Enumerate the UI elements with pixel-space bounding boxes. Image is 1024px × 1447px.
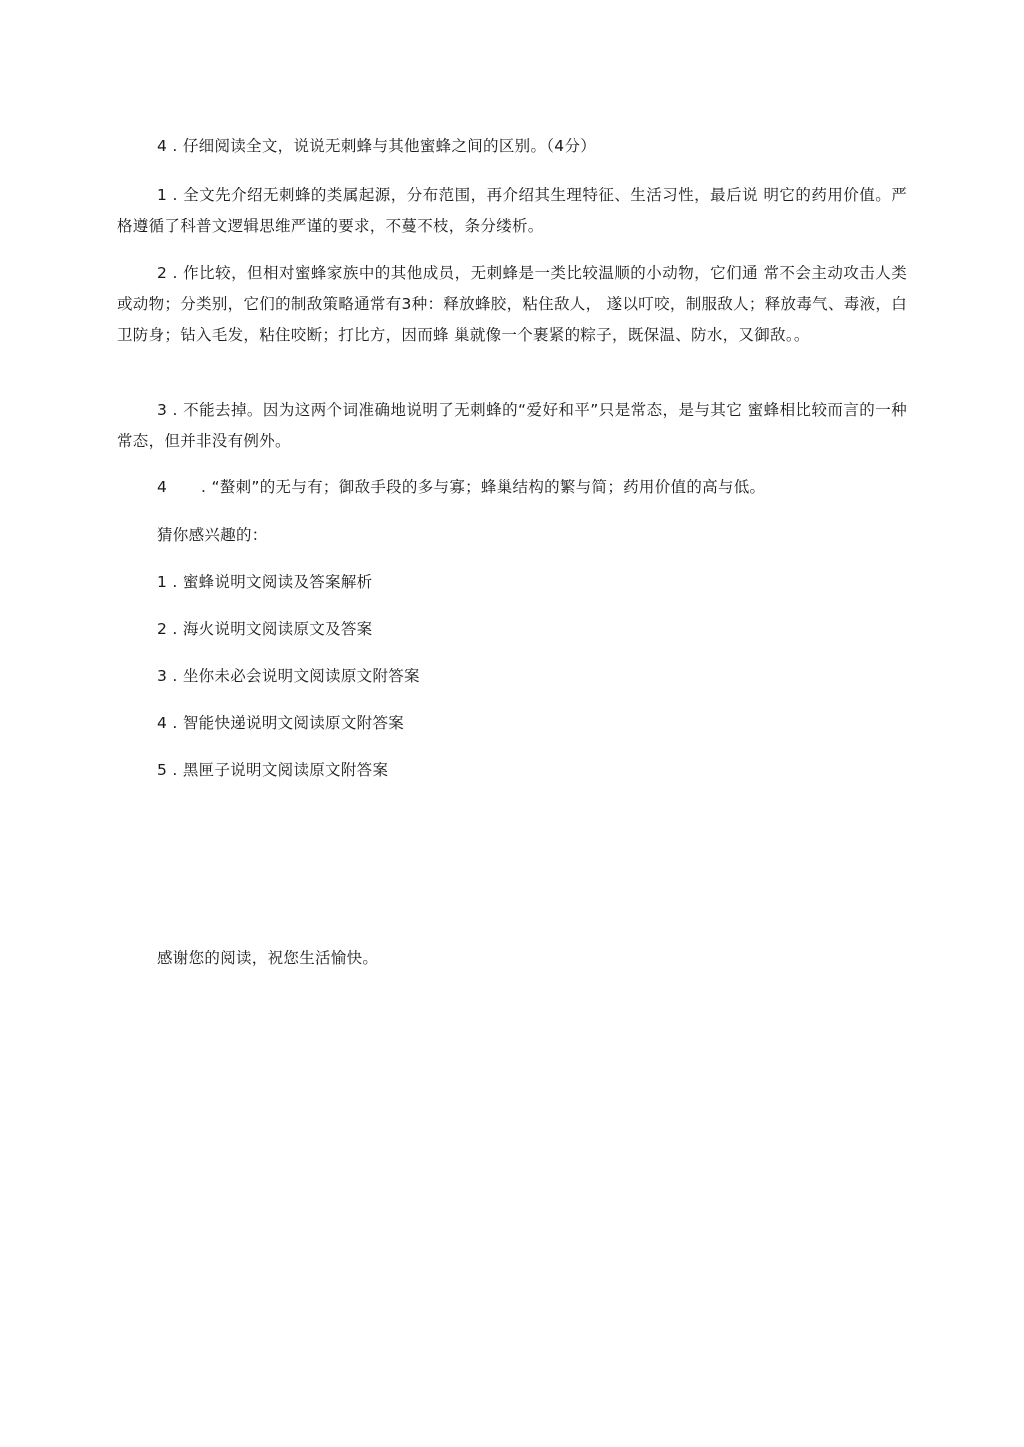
answer-1-text: 1 . 全文先介绍无刺蜂的类属起源，分布范围，再介绍其生理特征、生活习性，最后说 明它的药用价值。严格遵循了科普文逻辑思维严谨的要求，不蔓不枝，条分缕析。	[117, 186, 907, 235]
closing-text: 感谢您的阅读，祝您生活愉快。	[157, 949, 379, 967]
answer-4-text: . “螯刺”的无与有；御敌手段的多与寡；蜂巢结构的繁与简；药用价值的高与低。	[201, 478, 766, 496]
answer-2-text: 2 . 作比较，但相对蜜蜂家族中的其他成员，无刺蜂是一类比较温顺的小动物，它们通 常不会主动攻击人类或动物；分类别，它们的制敌策略通常有3种：释放蜂胶，粘住敌人， 遂以叮咬，制服敌人；释放毒气、毒液，白卫防身；钻入毛发，粘住咬断；打比方，因而蜂 巢就像一个裹紧的粽子，既保温、防水，又御敌。。	[117, 264, 907, 344]
related-link-5[interactable]: 5 . 黑匣子说明文阅读原文附答案	[157, 761, 389, 779]
question-4: 4 . 仔细阅读全文，说说无刺蜂与其他蜜蜂之间的区别。（4分）	[157, 137, 597, 155]
answer-2	[117, 258, 907, 351]
related-link-4[interactable]: 4 . 智能快递说明文阅读原文附答案	[157, 714, 405, 732]
related-link-2[interactable]: 2 . 海火说明文阅读原文及答案	[157, 620, 373, 638]
answer-4	[157, 472, 765, 503]
related-link-1[interactable]: 1 . 蜜蜂说明文阅读及答案解析	[157, 573, 373, 591]
answer-4-number: 4	[157, 478, 168, 496]
answer-3	[117, 395, 907, 457]
related-heading: 猜你感兴趣的：	[157, 526, 268, 544]
answer-1	[117, 180, 907, 242]
related-link-3[interactable]: 3 . 坐你未必会说明文阅读原文附答案	[157, 667, 420, 685]
answer-3-text: 3 . 不能去掉。因为这两个词准确地说明了无刺蜂的“爱好和平”只是常态，是与其它 蜜蜂相比较而言的一种常态，但并非没有例外。	[117, 401, 907, 450]
